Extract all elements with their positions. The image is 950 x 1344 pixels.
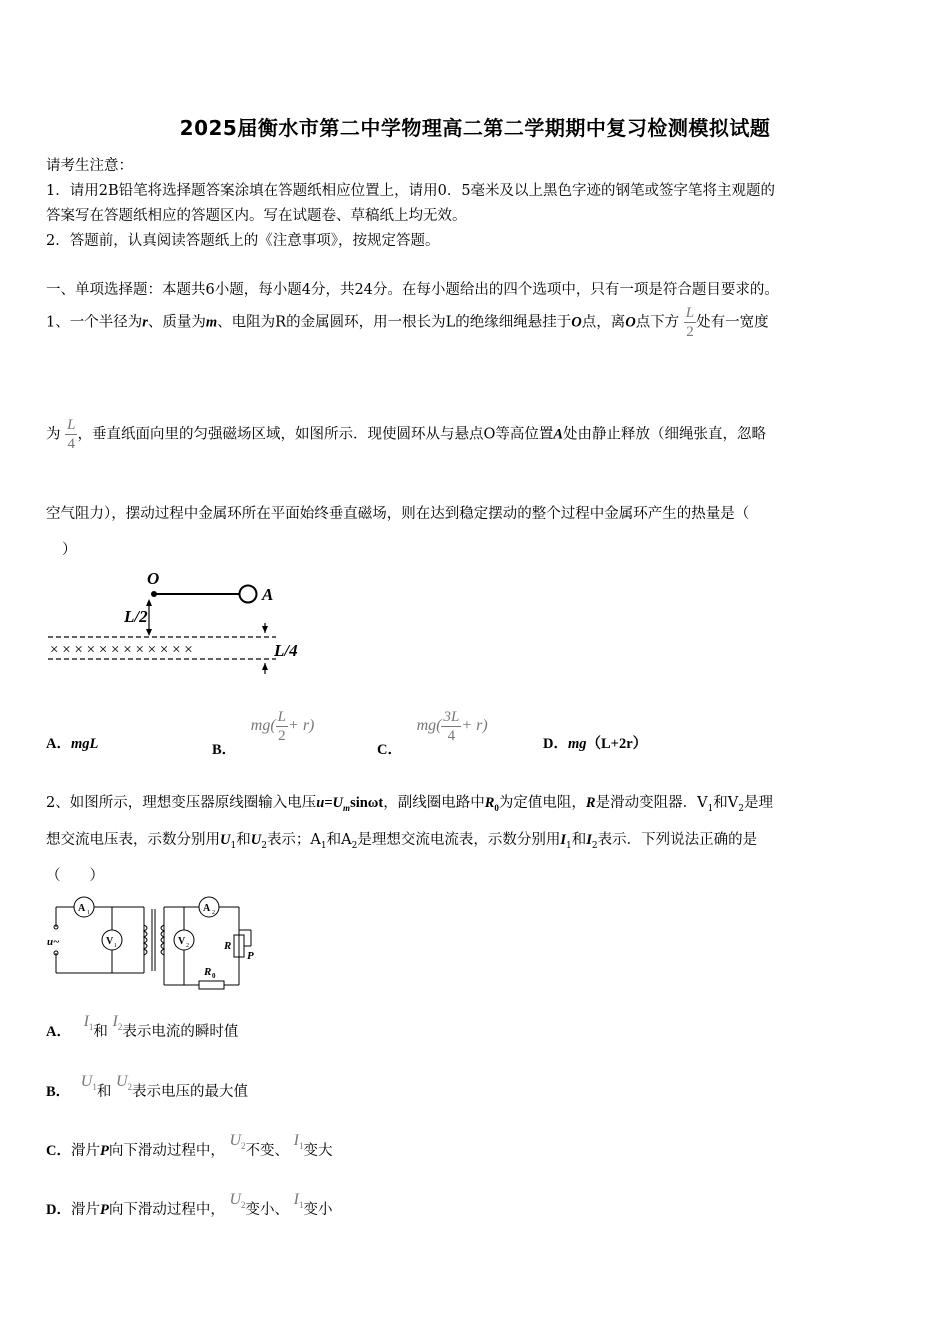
svg-text:1: 1 xyxy=(114,943,117,949)
section-heading: 一、单项选择题：本题共6小题，每小题4分，共24分。在每小题给出的四个选项中，只有一项是符合题目要求的。 xyxy=(46,282,779,298)
svg-text:A: A xyxy=(203,903,211,914)
svg-text:2: 2 xyxy=(212,910,215,916)
q2-circuit-figure xyxy=(44,895,264,995)
fraction-l-over-4: $\frac{L}{4}$ xyxy=(67,417,76,452)
magnetic-field-crosses: × × × × × × × × × × × × xyxy=(50,642,193,658)
q1-line-4: ） xyxy=(62,542,77,558)
label-r0: R xyxy=(204,966,212,978)
q1-figure xyxy=(44,566,314,678)
metal-ring xyxy=(240,586,257,603)
label-a: A xyxy=(262,585,274,604)
svg-text:V: V xyxy=(106,936,114,947)
q1-line-1: 1、一个半径为r、质量为m、电阻为R的金属圆环，用一根长为L的绝缘细绳悬挂于O点，离O点下方 $\frac{L}{2}$ 处有一宽度 xyxy=(46,305,769,340)
label-r: R xyxy=(224,940,232,952)
notice-item-1: 1．请用2B铅笔将选择题答案涂填在答题纸相应位置上，请用0．5毫米及以上黑色字迹的钢笔或签字笔将主观题的 xyxy=(46,183,776,199)
svg-text:V: V xyxy=(178,936,186,947)
svg-text:2: 2 xyxy=(186,943,189,949)
notice-heading: 请考生注意： xyxy=(46,158,133,174)
notice-item-2: 2．答题前，认真阅读答题纸上的《注意事项》，按规定答题。 xyxy=(46,233,440,249)
q2-line-2: 想交流电压表，示数分别用$U_1$和$U_2$表示；$A_1$和$A_2$是理想交流电流表，示数分别用$I_1$和$I_2$表示．下列说法正确的是 xyxy=(46,832,758,851)
svg-text:1: 1 xyxy=(87,910,90,916)
q1-option-d[interactable]: D．mg（L+2r） xyxy=(543,736,648,752)
q1-line-2: 为 $\frac{L}{4}$ ，垂直纸面向里的匀强磁场区域，如图所示．现使圆环从与悬点O等高位置A处由静止释放（细绳张直，忽略 xyxy=(46,417,767,452)
label-l-over-2: L/2 xyxy=(124,607,148,626)
svg-text:0: 0 xyxy=(212,972,216,980)
label-p: P xyxy=(247,950,254,962)
q1-option-b[interactable]: B． mg( $\frac{L}{2}$ + r) xyxy=(212,709,315,759)
q1-line-3: 空气阻力），摆动过程中金属环所在平面始终垂直磁场，则在达到稳定摆动的整个过程中金属环产生的热量是（ xyxy=(46,506,750,522)
svg-text:A: A xyxy=(78,903,86,914)
q1-option-c[interactable]: C． mg( $\frac{3L}{4}$ + r) xyxy=(377,709,488,759)
q2-option-a[interactable]: A． $I_1$和 $I_2$表示电流的瞬时值 xyxy=(46,1013,239,1040)
q1-option-a[interactable]: A．mgL xyxy=(46,736,99,752)
q2-option-c[interactable]: C．滑片P向下滑动过程中， $U_2$不变、 $I_1$变大 xyxy=(46,1132,333,1159)
q2-option-d[interactable]: D．滑片P向下滑动过程中， $U_2$变小、 $I_1$变小 xyxy=(46,1191,333,1218)
label-u: u~ xyxy=(47,936,60,948)
q2-option-b[interactable]: B． $U_1$和 $U_2$表示电压的最大值 xyxy=(46,1073,249,1100)
label-o: O xyxy=(147,569,160,588)
q2-line-3: （ ） xyxy=(46,868,104,884)
label-l-over-4: L/4 xyxy=(274,641,298,660)
q2-line-1: 2、如图所示，理想变压器原线圈输入电压$u=U_m\sin\omega t$，副线圈电路中$R_0$为定值电阻，R是滑动变阻器．$V_1$和$V_2$是理 xyxy=(46,795,774,814)
fraction-l-over-2: $\frac{L}{2}$ xyxy=(685,305,695,340)
page-title: 2025届衡水市第二中学物理高二第二学期期中复习检测模拟试题 xyxy=(179,116,771,140)
notice-item-1-cont: 答案写在答题纸相应的答题区内。写在试题卷、草稿纸上均无效。 xyxy=(46,208,467,224)
